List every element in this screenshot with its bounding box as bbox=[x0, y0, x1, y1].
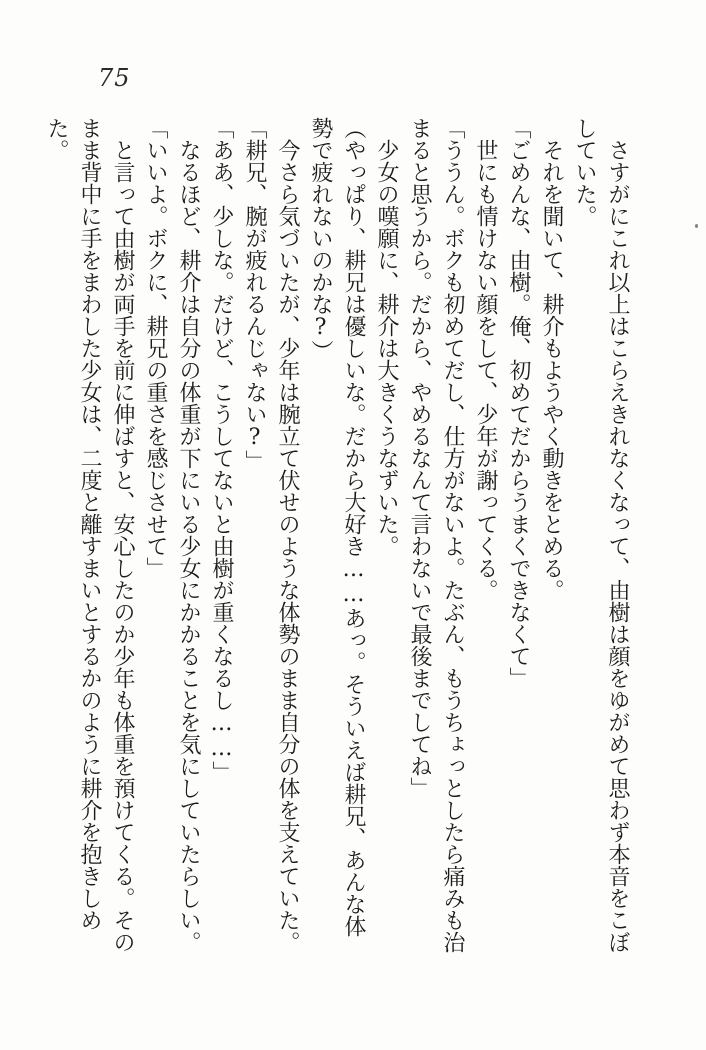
paragraph: それを聞いて、耕介もようやく動きをとめる。 bbox=[539, 139, 564, 601]
paragraph: 世にも情けない顔をして、少年が謝ってくる。 bbox=[473, 139, 498, 601]
paragraph: 今さら気づいたが、少年は腕立て伏せのような体勢のまま自分の体を支えていた。 bbox=[275, 139, 300, 953]
vertical-text-block bbox=[40, 117, 634, 957]
paragraph: さすがにこれ以上はこらえきれなくなって、由樹は顔をゆがめて思わず本音をこぼしていた。 bbox=[572, 117, 630, 953]
page-number: 75 bbox=[98, 64, 131, 92]
paragraph: なるほど、耕介は自分の体重が下にいる少女にかかることを気にしていたらしい。 bbox=[176, 139, 201, 953]
paragraph: 「いいよ。ボクに、耕兄の重さを感じさせて」 bbox=[143, 117, 168, 579]
paragraph: と言って由樹が両手を前に伸ばすと、安心したのか少年も体重を預けてくる。そのまま背中に手をまわした少女は、二度と離すまいとするかのように耕介を抱きしめた。 bbox=[44, 117, 135, 953]
paragraph: 「ああ、少しな。だけど、こうしてないと由樹が重くなるし……」 bbox=[209, 117, 234, 783]
paragraph: 「ごめんな、由樹。俺、初めてだからうまくできなくて」 bbox=[506, 117, 531, 689]
paragraph: 「ううん。ボクも初めてだし、仕方がないよ。たぶん、もうちょっとしたら痛みも治まると思うから。だから、やめるなんて言わないで最後までしてね」 bbox=[407, 117, 465, 953]
paragraph: （やっぱり、耕兄は優しいな。だから大好き……あっ。そういえば耕兄、あんな体勢で疲れないのかな?） bbox=[308, 117, 366, 937]
paragraph: 少女の嘆願に、耕介は大きくうなずいた。 bbox=[374, 139, 399, 557]
ink-speck bbox=[695, 224, 698, 228]
paragraph: 「耕兄、腕が疲れるんじゃない?」 bbox=[242, 117, 267, 472]
